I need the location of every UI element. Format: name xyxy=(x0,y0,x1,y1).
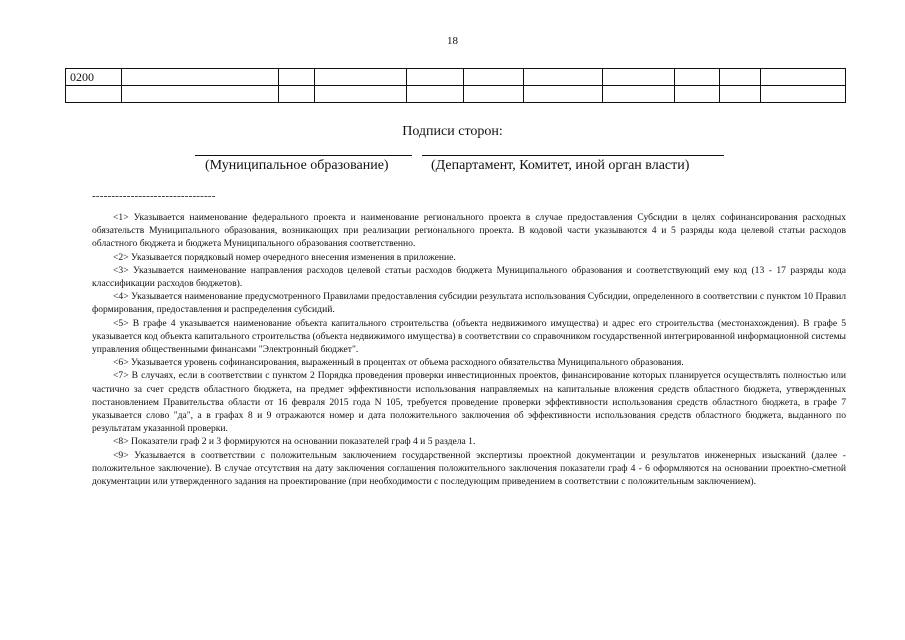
signature-line-left xyxy=(195,155,412,156)
footnote-6: <6> Указывается уровень софинансирования, выраженный в процентах от объема расходного обязательства Муниципального образования. xyxy=(113,357,684,369)
footnote-2: <2> Указывается порядковый номер очередного внесения изменения в приложение. xyxy=(113,251,456,263)
footnote-separator: -------------------------------- xyxy=(92,190,216,202)
footnote-4: <4> Указывается наименование предусмотренного Правилами предоставления субсидии результата использования Субсидии, определенного в соответствии с пунктом 10 Правил формирования, предоставления и распределения субсидий. xyxy=(92,291,846,316)
table-cell xyxy=(761,69,846,86)
table-cell xyxy=(524,69,603,86)
table-cell xyxy=(603,69,675,86)
table-row xyxy=(66,86,846,103)
footnote-1: <1> Указывается наименование федерального проекта и наименование регионального проекта в случае предоставления Субсидии в целях софинансирования расходных обязательств Муниципального образования, возникающих при реализации регионального проекта. В кодовой части указываются 4 и 5 разряды кода целевой статьи расходов областного бюджета и бюджета Муниципального образования соответственно. xyxy=(92,212,846,250)
table-cell xyxy=(761,86,846,103)
table-cell xyxy=(407,69,464,86)
table-cell xyxy=(464,69,524,86)
table-cell xyxy=(315,86,407,103)
table-cell xyxy=(66,86,122,103)
table-cell xyxy=(603,86,675,103)
table-cell xyxy=(279,86,315,103)
table-cell xyxy=(122,86,279,103)
signature-line-right xyxy=(422,155,724,156)
table-cell xyxy=(675,86,720,103)
signature-label-left: (Муниципальное образование) xyxy=(205,158,389,173)
footnote-8: <8> Показатели граф 2 и 3 формируются на основании показателей граф 4 и 5 раздела 1. xyxy=(113,436,476,448)
footnote-5: <5> В графе 4 указывается наименование объекта капитального строительства (объекта недвижимого имущества) и адрес его строительства (местонахождения). В графе 5 указывается код объекта капитального строительства (объекта недвижимого имущества) в соответствии со справочником государственной интегрированной информационной системы управления общественными финансами "Электронный бюджет". xyxy=(92,317,846,356)
data-table xyxy=(65,68,846,103)
table-cell xyxy=(720,86,761,103)
table-cell xyxy=(720,69,761,86)
table-cell xyxy=(464,86,524,103)
signature-label-right: (Департамент, Комитет, иной орган власти) xyxy=(431,158,690,173)
table-cell xyxy=(675,69,720,86)
table-row xyxy=(66,69,846,86)
table-cell xyxy=(315,69,407,86)
footnotes-list xyxy=(92,211,846,488)
footnote-9: <9> Указывается в соответствии с положительным заключением государственной экспертизы проектной документации и результатов инженерных изысканий (далее - положительное заключение). В случае отсутствия на дату заключения соглашения положительного заключения показатели граф 4 - 6 оформляются на основании проектно-сметной документации или утвержденного задания на проектирование (при необходимости с последующим приведением в соответствии с положительным заключением). xyxy=(92,449,846,488)
table-cell: 0200 xyxy=(66,69,122,86)
footnote-7: <7> В случаях, если в соответствии с пунктом 2 Порядка проведения проверки инвестиционных проектов, финансирование которых планируется осуществлять полностью или частично за счет средств областного бюджета, на предмет эффективности использования направляемых на капитальные вложения средств областного бюджета, утвержденных постановлением Правительства области от 16 февраля 2015 года N 105, требуется проведение проверки эффективности использования средств областного бюджета, в графе 7 указывается слово "да", а в графах 8 и 9 отражаются номер и дата положительного заключения об эффективности использования средств областного бюджета, выданного по результатам указанной проверки. xyxy=(92,370,846,435)
table-cell xyxy=(407,86,464,103)
page-number: 18 xyxy=(447,35,458,47)
signatures-title: Подписи сторон: xyxy=(402,124,503,139)
table-cell xyxy=(279,69,315,86)
table-cell xyxy=(524,86,603,103)
table-cell xyxy=(122,69,279,86)
footnote-3: <3> Указывается наименование направления расходов целевой статьи расходов бюджета Муниципального образования и соответствующий ему код (13 - 17 разряды кода классификации расходов бюджетов). xyxy=(92,264,846,290)
